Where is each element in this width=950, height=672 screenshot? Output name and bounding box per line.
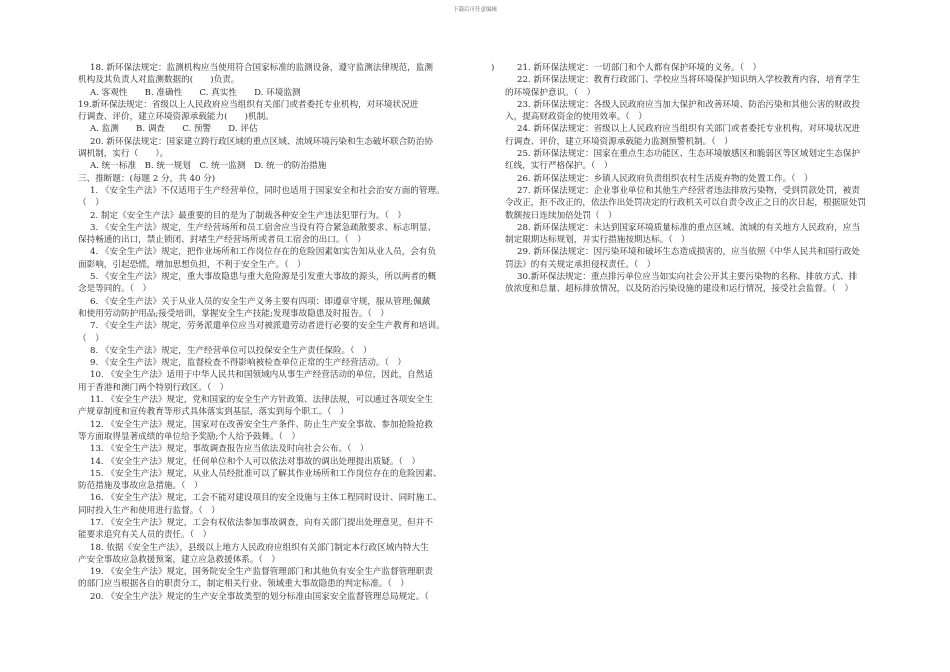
right-text-line: 数额按日连续加倍处罚（ ）	[505, 210, 617, 221]
left-text-line: A. 客观性 B. 准确性 C. 真实性 D. 环境监测	[90, 87, 301, 98]
left-text-line: 6. 《安全生产法》关于从业人员的安全生产义务主要有四项：即遵章守规，服从管理;佩戴	[90, 296, 431, 307]
right-column	[505, 62, 877, 296]
left-text-line: 和使用劳动防护用品;接受培训，掌握安全生产技能;发现事故隐患及时报告。（ ）	[78, 308, 389, 319]
left-text-line: 用于香港和澳门两个特别行政区。（ ）	[78, 382, 229, 393]
left-text-line: 防范措施及事故应急措施。（ ）	[78, 481, 203, 492]
left-text-line: 9. 《安全生产法》规定，监督检查不得影响被检查单位正常的生产经营活动。（ ）	[90, 358, 407, 369]
right-text-line: 令改正，拒不改正的，依法作出处罚决定的行政机关可以自责令改正之日的次日起，根据原处罚	[505, 198, 866, 209]
left-text-line: 的部门应当根据各自的职责分工，制定相关行业、领域重大事故隐患的判定标准。（ ）	[78, 579, 409, 590]
left-text-line: 同时投入生产和使用进行监督。（ ）	[78, 505, 220, 516]
left-text-line: 等方面取得显著成绩的单位给予奖励;个人给予鼓舞。（ ）	[78, 431, 301, 442]
left-text-line: 7. 《安全生产法》规定，劳务派遣单位应当对被派遣劳动者进行必要的安全生产教育和培训。	[90, 321, 445, 332]
right-text-line: 入，提高财政资金的使用效率。（ ）	[505, 112, 647, 123]
left-text-line: 1. 《安全生产法》不仅适用于生产经营单位，同时也适用于国家安全和社会治安方面的管理。	[90, 185, 445, 196]
left-text-line: 调机制，实行（ ）。	[78, 149, 169, 160]
left-text-line: 保持畅通的出口，禁止锁闭、封堵生产经营场所或者员工宿舍的出口。（ ）	[78, 235, 366, 246]
left-text-line: 10. 《安全生产法》适用于中华人民共和国领域内从事生产经营活动的单位，因此，自然适	[90, 370, 433, 381]
left-text-line: 能要求追究有关人员的责任。（ ）	[78, 530, 212, 541]
left-text-line: 4. 《安全生产法》规定，把作业场所和工作岗位存在的危险因素如实告知从业人员，会有负	[90, 247, 437, 258]
left-text-line: A. 统一标准 B. 统一规划 C. 统一监测 D. 统一的防治措施	[90, 161, 327, 172]
left-text-line: 13. 《安全生产法》规定，事故调查报告应当依法及时向社会公布。（ ）	[90, 444, 369, 455]
left-text-line: 3. 《安全生产法》规定，生产经营场所和员工宿舍应当设有符合紧急疏散要求、标志明显、	[90, 222, 437, 233]
right-text-line: 行调查、评价，建立环境资源承载能力监测预警机制。（ ）	[505, 136, 733, 147]
left-text-line: 17. 《安全生产法》规定，工会有权依法参加事故调查，向有关部门提出处理意见，但并不	[90, 517, 433, 528]
left-text-line: 产规章制度和宣传教育等形式具体落实到基层，落实到每个职工。（ ）	[78, 407, 349, 418]
left-column	[78, 62, 472, 603]
right-text-line: 罚法》的有关规定承担侵权责任。（ ）	[505, 259, 656, 270]
left-text-line: 16. 《安全生产法》规定，工会不能对建设项目的安全设施与主体工程同时设计、同时施工、	[90, 493, 442, 504]
left-text-line: 14. 《安全生产法》规定，任何单位和个人可以依法对事故的调出处理提出质疑。（ ）	[90, 456, 421, 467]
right-text-line: 放浓度和总量、超标排放情况，以及防治污染设施的建设和运行情况，接受社会监督。（ ）	[505, 284, 854, 295]
left-text-line: 机构及其负责人对监测数据的( )负责。	[78, 75, 240, 86]
left-text-line: 11. 《安全生产法》规定，党和国家的安全生产方针政策、法律法规，可以通过各项安全生	[90, 395, 433, 406]
left-text-line: 三、推断题：(每题 2 分，共 40 分)	[78, 173, 216, 184]
left-text-line: 12. 《安全生产法》规定，国家对在改善安全生产条件、防止生产安全事故、参加抢险抢救	[90, 419, 433, 430]
left-text-line: 面影响，引起恐慌，增加思想负担，不利于安全生产。（ ）	[78, 259, 306, 270]
right-text-line: 22. 新环保法规定：教育行政部门、学校应当将环境保护知识纳入学校教育内容，培育学生	[517, 75, 860, 86]
right-text-line: 24. 新环保法规定：省级以上人民政府应当组织有关部门或者委托专业机构，对环境状况进	[517, 124, 860, 135]
left-text-line: 18. 新环保法规定：监测机构应当使用符合国家标准的监测设备，遵守监测法律规范，监测	[90, 63, 433, 73]
left-text-line: 5. 《安全生产法》规定，重大事故隐患与重大危险源是引发重大事故的源头，所以两者的概	[90, 272, 437, 283]
continuation-paren: )	[491, 63, 495, 73]
left-text-line: 19.新环保法规定：省级以上人民政府应当组织有关部门或者委托专业机构，对环境状况进	[78, 99, 419, 110]
right-text-line: 的环境保护意识。（ ）	[505, 87, 596, 98]
left-text-line: 18. 依据《安全生产法》，县级以上地方人民政府应组织有关部门制定本行政区域内特大生	[90, 542, 429, 553]
page-header-note: 下载后可任意编辑	[452, 7, 497, 13]
left-text-line: 产安全事故应急救援预案，建立应急救援体系。（ ）	[78, 554, 280, 565]
right-text-line: 29. 新环保法规定：因污染环境和破坏生态造成损害的，应当依照《中华人民共和国行政处	[517, 247, 860, 258]
left-text-line: A. 监测 B. 调查 C. 预警 D. 评估	[90, 124, 258, 135]
left-text-line: 20. 《安全生产法》规定的生产安全事故类型的划分标准由国家安全监督管理总局规定。（	[90, 591, 429, 602]
left-text-line: （ ）	[78, 198, 104, 209]
right-text-line: 30.新环保法规定：重点排污单位应当如实向社会公开其主要污染物的名称、排放方式、排	[517, 272, 858, 283]
left-text-line: 念是等同的。（ ）	[78, 284, 152, 295]
left-text-line: （ ）	[78, 333, 104, 344]
right-text-line: 26. 新环保法规定：乡镇人民政府负责组织农村生活废弃物的处置工作。（ ）	[517, 173, 813, 184]
right-text-line: 28. 新环保法规定：未达到国家环境质量标准的重点区域、流域的有关地方人民政府，应当	[517, 222, 860, 233]
left-text-line: 20. 新环保法规定：国家建立跨行政区域的重点区域、流域环境污染和生态破坏联合防治协	[90, 136, 433, 147]
left-text-line: 15. 《安全生产法》规定，从业人员经批准可以了解其作业场所和工作岗位存在的危险因素、	[90, 468, 442, 479]
right-text-line: 红线，实行严格保护。（ ）	[505, 161, 613, 172]
left-text-line: 19. 《安全生产法》规定，国务院安全生产监督管理部门和其他负有安全生产监督管理职责	[90, 567, 433, 578]
left-text-line: 2. 制定《安全生产法》最重要的目的是为了制裁各种安全生产违法犯罪行为。（ ）	[90, 210, 407, 221]
right-text-line: 制定限期达标规划，并实行措施按期达标。（ ）	[505, 235, 690, 246]
right-text-line: 21. 新环保法规定：一切部门和个人都有保护环境的义务。（ ）	[517, 63, 762, 73]
right-text-line: 25. 新环保法规定：国家在重点生态功能区、生态环境敏感区和脆弱区等区域划定生态保护	[517, 149, 860, 160]
right-text-line: 23. 新环保法规定：各级人民政府应当加大保护和改善环境、防治污染和其他公害的财政投	[517, 99, 860, 110]
right-text-line: 27. 新环保法规定：企业事业单位和其他生产经营者违法排放污染物，受到罚款处罚，被责	[517, 185, 860, 196]
left-text-line: 行调查、评价，建立环境资源承载能力( )机制。	[78, 112, 274, 123]
left-text-line: 8. 《安全生产法》规定，生产经营单位可以投保安全生产责任保险。（ ）	[90, 345, 372, 356]
